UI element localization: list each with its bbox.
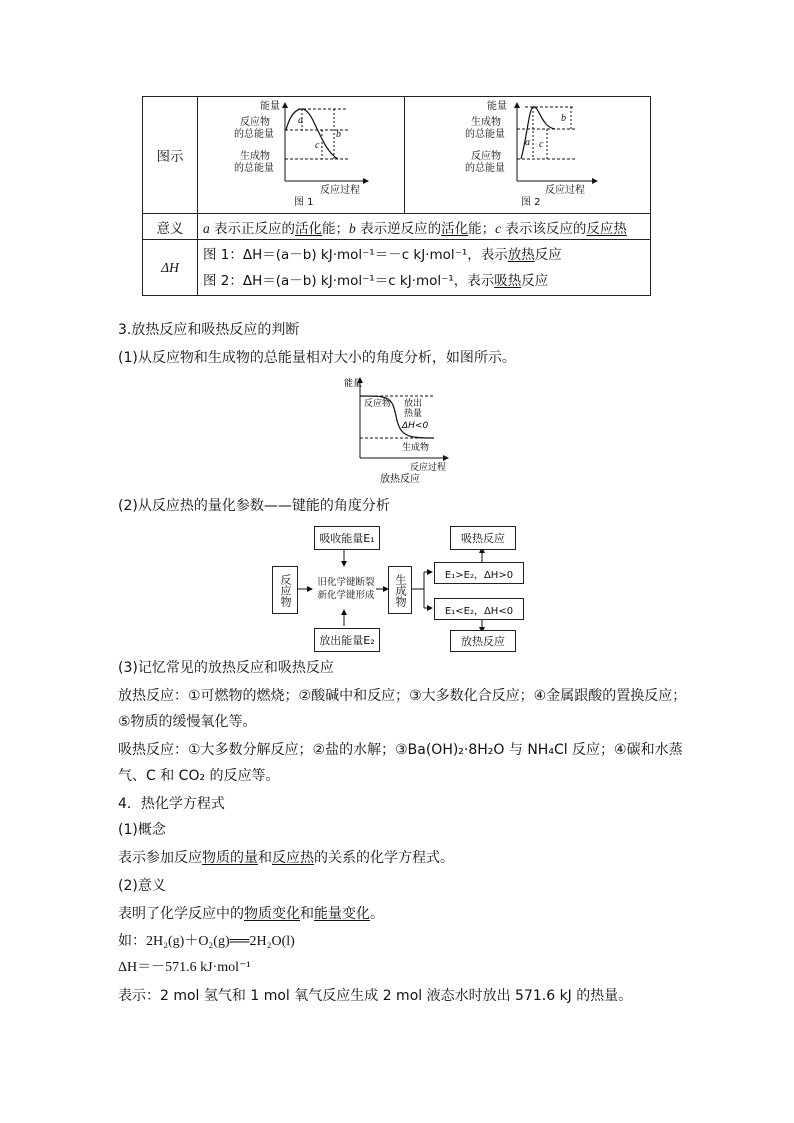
exo-list-line-1: 放热反应：①可燃物的燃烧；②酸碱中和反应；③大多数化合反应；④金属跟酸的置换反应； <box>118 688 687 704</box>
row-label-diagram: 图示 <box>143 97 198 214</box>
section-4-h1: (1)概念 <box>118 822 166 838</box>
delta-h-cell <box>198 240 651 296</box>
fig2-a-label: a <box>525 137 530 148</box>
condition-endo: E₁>E₂，ΔH>0 <box>434 562 524 584</box>
fig2-y-label: 能量 <box>487 101 507 112</box>
example-delta-h: ΔH＝－571.6 kJ·mol⁻¹ <box>118 960 251 975</box>
fig3-dh: ΔH<0 <box>402 421 429 431</box>
figure-2-cell <box>405 97 651 214</box>
bond-energy-flowchart <box>268 522 528 652</box>
fig2-product-label: 生成物 <box>471 117 501 128</box>
absorb-energy-box: 吸收能量E₁ <box>314 526 380 550</box>
product-box: 生成物 <box>388 566 412 614</box>
meaning-cell: a 表示正反应的活化能；b 表示逆反应的活化能；c 表示该反应的反应热 <box>198 214 651 240</box>
section-3-p2: (2)从反应热的量化参数——键能的角度分析 <box>118 498 390 514</box>
condition-exo: E₁<E₂，ΔH<0 <box>434 598 524 620</box>
endothermic-box: 吸热反应 <box>450 526 516 550</box>
fig1-product-label: 生成物 <box>240 151 270 162</box>
bond-change-text: 旧化学键断裂 新化学键形成 <box>317 577 375 601</box>
fig3-product-label: 生成物 <box>402 443 430 453</box>
delta-h-line-2: 图 2：ΔH＝(a－b) kJ·mol⁻¹＝c kJ·mol⁻¹，表示吸热反应 <box>203 272 549 289</box>
fig2-reactant-label2: 的总能量 <box>465 163 505 174</box>
figure-1-cell <box>198 97 405 214</box>
fig3-caption: 放热反应 <box>380 474 420 485</box>
fig1-reactant-label: 反应物 <box>240 117 270 128</box>
exo-list-line-2: ⑤物质的缓慢氧化等。 <box>118 714 257 730</box>
endo-list-line-1: 吸热反应：①大多数分解反应；②盐的水解；③Ba(OH)₂·8H₂O 与 NH₄Cl 反应；④碳和水蒸 <box>118 742 683 758</box>
meaning-line: 表明了化学反应中的物质变化和能量变化。 <box>118 906 384 922</box>
fig1-y-label: 能量 <box>260 101 280 112</box>
fig1-caption: 图 1 <box>294 197 314 208</box>
exothermic-box: 放热反应 <box>450 630 516 652</box>
fig1-energy-curve <box>286 109 338 159</box>
fig1-x-label: 反应过程 <box>320 185 360 196</box>
endo-list-line-2: 气、C 和 CO₂ 的反应等。 <box>118 768 280 784</box>
exothermic-energy-diagram <box>330 374 460 486</box>
fig3-y-label: 能量 <box>344 379 363 389</box>
example-explanation: 表示：2 mol 氢气和 1 mol 氧气反应生成 2 mol 液态水时放出 571.6 kJ 的热量。 <box>118 988 633 1004</box>
fig3-release2: 热量 <box>404 409 423 419</box>
section-3-p1: (1)从反应物和生成物的总能量相对大小的角度分析，如图所示。 <box>118 350 516 366</box>
figure-1-exothermic-diagram <box>198 97 404 209</box>
figure-2-endothermic-diagram <box>405 97 650 209</box>
row-label-meaning: 意义 <box>143 214 198 240</box>
section-3-p3: (3)记忆常见的放热反应和吸热反应 <box>118 660 334 676</box>
release-energy-box: 放出能量E₂ <box>314 628 380 652</box>
fig2-reactant-label: 反应物 <box>471 151 501 162</box>
section-4-h2: (2)意义 <box>118 878 166 894</box>
fig1-a-label: a <box>298 115 303 126</box>
fig2-b-label: b <box>561 113 566 124</box>
delta-h-line-1: 图 1：ΔH＝(a－b) kJ·mol⁻¹＝－c kJ·mol⁻¹，表示放热反应 <box>203 246 562 263</box>
fig1-b-label: b <box>336 129 341 140</box>
fig3-x-label: 反应过程 <box>410 463 447 473</box>
energy-table <box>142 96 651 296</box>
fig2-caption: 图 2 <box>521 197 541 208</box>
fig3-release1: 放出 <box>404 399 423 409</box>
example-equation: 如：2H₂(g)＋O₂(g)══2H₂O(l) <box>118 934 295 949</box>
fig2-c-label: c <box>539 139 544 150</box>
fig2-product-label2: 的总能量 <box>465 129 505 140</box>
fig2-x-label: 反应过程 <box>545 185 585 196</box>
reactant-box: 反应物 <box>272 566 298 614</box>
fig1-c-label: c <box>315 140 320 151</box>
fig3-reactant-label: 反应物 <box>364 399 392 409</box>
section-4-title: 4．热化学方程式 <box>118 796 225 812</box>
fig1-product-label2: 的总能量 <box>234 163 274 174</box>
section-3-title: 3.放热反应和吸热反应的判断 <box>118 322 300 338</box>
fig1-reactant-label2: 的总能量 <box>234 129 274 140</box>
row-label-delta-h: ΔH <box>143 240 198 296</box>
fig2-energy-curve <box>521 107 555 159</box>
definition-line: 表示参加反应物质的量和反应热的关系的化学方程式。 <box>118 850 454 866</box>
